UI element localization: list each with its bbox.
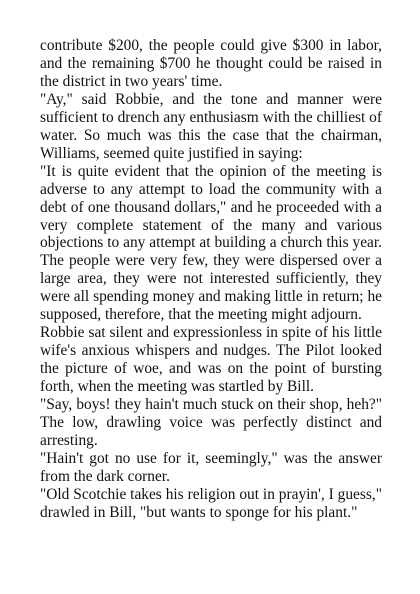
document-page	[40, 37, 382, 522]
paragraph-7: "Old Scotchie takes his religion out in prayin', I guess," drawled in Bill, "but wants to sponge for his plant."	[40, 485, 382, 521]
paragraph-2: "Ay," said Robbie, and the tone and manner were sufficient to drench any enthusiasm with the chilliest of water. So much was this the case that the chairman, Williams, seemed quite justified in saying:	[40, 90, 382, 162]
paragraph-1: contribute $200, the people could give $300 in labor, and the remaining $700 he thought could be raised in the district in two years' time.	[40, 37, 382, 90]
paragraph-5: "Say, boys! they hain't much stuck on their shop, heh?" The low, drawling voice was perfectly distinct and arresting.	[40, 396, 382, 449]
paragraph-3: "It is quite evident that the opinion of the meeting is adverse to any attempt to load the community with a debt of one thousand dollars," and he proceeded with a very complete statement of the many and various objections to any attempt at building a church this year. The people were very few, they were dispersed over a large area, they were not interested sufficiently, they were all spending money and making little in return; he supposed, therefore, that the meeting might adjourn.	[40, 162, 382, 324]
paragraph-4: Robbie sat silent and expressionless in spite of his little wife's anxious whispers and nudges. The Pilot looked the picture of woe, and was on the point of bursting forth, when the meeting was startled by Bill.	[40, 324, 382, 396]
paragraph-6: "Hain't got no use for it, seemingly," was the answer from the dark corner.	[40, 449, 382, 485]
